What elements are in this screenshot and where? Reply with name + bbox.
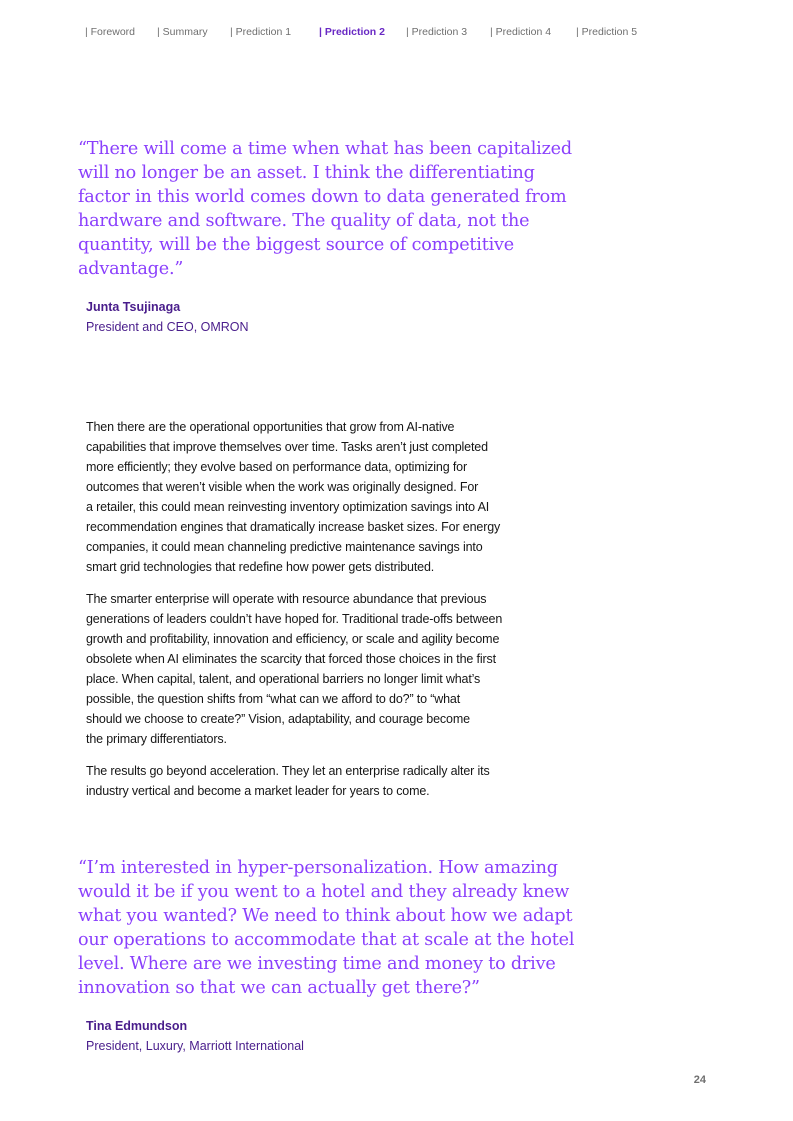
paragraph-line: more efficiently; they evolve based on performance data, optimizing for bbox=[86, 460, 467, 474]
nav-item-prediction-3[interactable]: | Prediction 3 bbox=[406, 26, 468, 38]
paragraph-line: place. When capital, talent, and operational barriers no longer limit what’s bbox=[86, 672, 481, 686]
paragraph-line: Then there are the operational opportunities that grow from AI-native bbox=[86, 420, 455, 434]
nav-item-prediction-5[interactable]: | Prediction 5 bbox=[576, 26, 638, 38]
body-paragraph-1 bbox=[86, 417, 566, 577]
pull-quote-tsujinaga bbox=[78, 137, 586, 281]
page-number: 24 bbox=[693, 1074, 706, 1086]
paragraph-line: obsolete when AI eliminates the scarcity that forced those choices in the first bbox=[86, 652, 496, 666]
paragraph-line: generations of leaders couldn’t have hoped for. Traditional trade-offs between bbox=[86, 612, 503, 626]
quote-line: will no longer be an asset. I think the differentiating bbox=[78, 163, 535, 183]
paragraph-line: a retailer, this could mean reinvesting inventory optimization savings into AI bbox=[86, 500, 490, 514]
paragraph-line: the primary differentiators. bbox=[86, 732, 227, 746]
section-nav bbox=[0, 26, 793, 40]
paragraph-line: recommendation engines that dramatically increase basket sizes. For energy bbox=[86, 520, 501, 534]
quote-line: factor in this world comes down to data generated from bbox=[78, 187, 567, 207]
quote-author-title: President and CEO, OMRON bbox=[86, 320, 249, 334]
paragraph-line: industry vertical and become a market leader for years to come. bbox=[86, 784, 430, 798]
nav-item-prediction-4[interactable]: | Prediction 4 bbox=[490, 26, 552, 38]
nav-item-foreword[interactable]: | Foreword bbox=[85, 26, 135, 38]
quote-line: hardware and software. The quality of data, not the bbox=[78, 211, 530, 231]
paragraph-line: outcomes that weren’t visible when the work was originally designed. For bbox=[86, 480, 479, 494]
paragraph-line: companies, it could mean channeling predictive maintenance savings into bbox=[86, 540, 483, 554]
paragraph-line: The smarter enterprise will operate with resource abundance that previous bbox=[86, 592, 487, 606]
paragraph-line: The results go beyond acceleration. They let an enterprise radically alter its bbox=[86, 764, 490, 778]
paragraph-line: capabilities that improve themselves over time. Tasks aren’t just completed bbox=[86, 440, 488, 454]
quote-line: quantity, will be the biggest source of competitive bbox=[78, 235, 514, 255]
nav-item-prediction-2[interactable]: | Prediction 2 bbox=[319, 26, 385, 38]
pull-quote-edmundson bbox=[78, 856, 586, 1000]
paragraph-line: possible, the question shifts from “what can we afford to do?” to “what bbox=[86, 692, 461, 706]
quote-line: advantage.” bbox=[78, 259, 184, 279]
nav-item-prediction-1[interactable]: | Prediction 1 bbox=[230, 26, 292, 38]
quote-line: would it be if you went to a hotel and they already knew bbox=[78, 882, 570, 902]
body-paragraph-3 bbox=[86, 761, 566, 801]
quote-line: what you wanted? We need to think about how we adapt bbox=[78, 906, 573, 926]
quote-line: innovation so that we can actually get there?” bbox=[78, 978, 480, 998]
paragraph-line: smart grid technologies that redefine how power gets distributed. bbox=[86, 560, 435, 574]
quote-line: our operations to accommodate that at scale at the hotel bbox=[78, 930, 575, 950]
paragraph-line: should we choose to create?” Vision, adaptability, and courage become bbox=[86, 712, 470, 726]
body-paragraph-2 bbox=[86, 589, 566, 749]
paragraph-line: growth and profitability, innovation and efficiency, or scale and agility become bbox=[86, 632, 500, 646]
quote-line: level. Where are we investing time and money to drive bbox=[78, 954, 556, 974]
quote-author-name: Junta Tsujinaga bbox=[86, 300, 181, 314]
quote-author-name: Tina Edmundson bbox=[86, 1019, 188, 1033]
nav-item-summary[interactable]: | Summary bbox=[157, 26, 208, 38]
quote-line: “I’m interested in hyper-personalization. How amazing bbox=[78, 858, 558, 878]
quote-line: “There will come a time when what has been capitalized bbox=[78, 139, 572, 159]
quote-author-title: President, Luxury, Marriott International bbox=[86, 1039, 304, 1053]
